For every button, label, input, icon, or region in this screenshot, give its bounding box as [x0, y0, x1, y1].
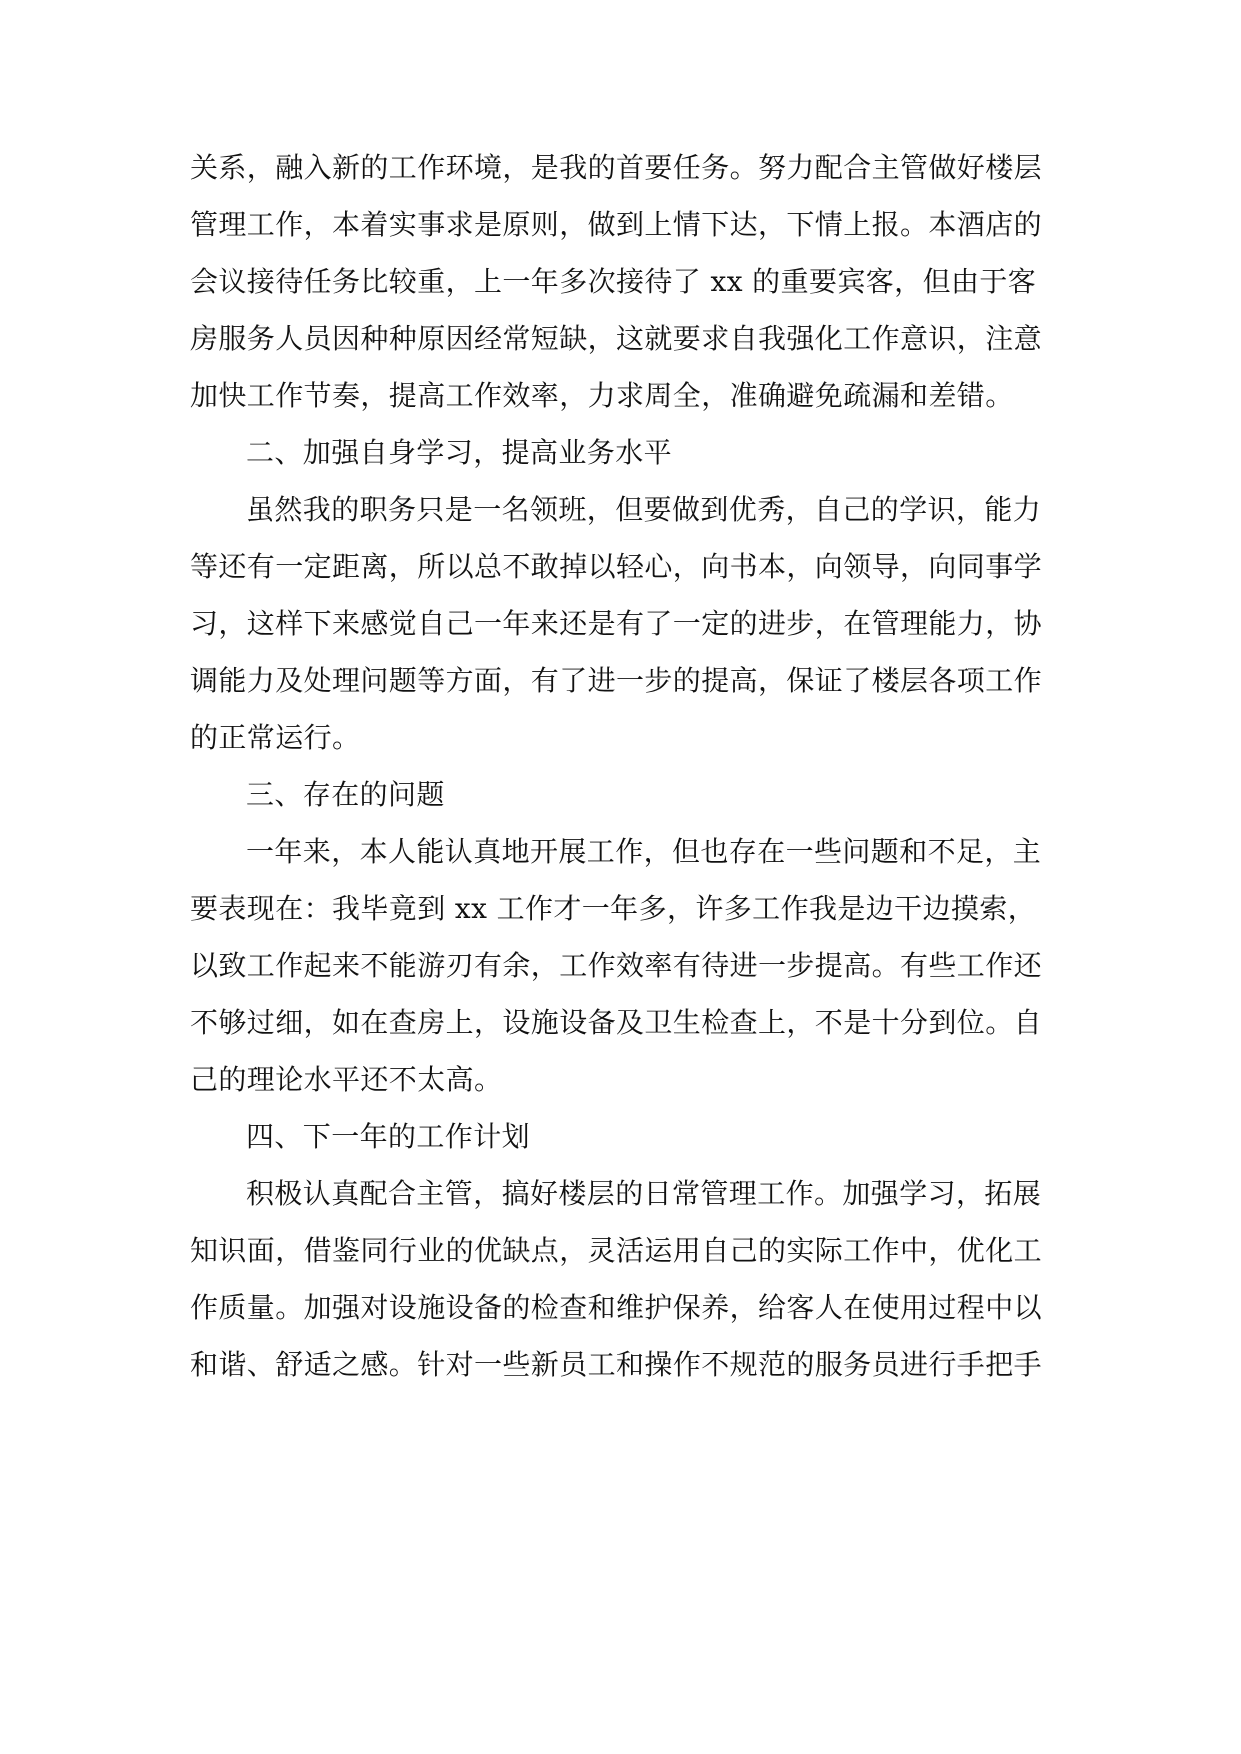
- paragraph-line: 作质量。加强对设施设备的检查和维护保养，给客人在使用过程中以: [190, 1291, 1043, 1324]
- paragraph-line: 等还有一定距离，所以总不敢掉以轻心，向书本，向领导，向同事学: [190, 550, 1043, 583]
- section-heading: 二、加强自身学习，提高业务水平: [246, 436, 673, 469]
- paragraph-line: 关系，融入新的工作环境，是我的首要任务。努力配合主管做好楼层: [190, 151, 1043, 184]
- paragraph-line: 的正常运行。: [190, 721, 361, 754]
- paragraph-line: 房服务人员因种种原因经常短缺，这就要求自我强化工作意识，注意: [190, 322, 1043, 355]
- paragraph-line: 加快工作节奏，提高工作效率，力求周全，准确避免疏漏和差错。: [190, 379, 1014, 412]
- section-heading: 四、下一年的工作计划: [246, 1120, 531, 1153]
- paragraph-line: 己的理论水平还不太高。: [190, 1063, 503, 1096]
- paragraph-line: 知识面，借鉴同行业的优缺点，灵活运用自己的实际工作中，优化工: [190, 1234, 1043, 1267]
- paragraph-line: 会议接待任务比较重，上一年多次接待了 xx 的重要宾客，但由于客: [190, 265, 1037, 298]
- paragraph-line: 不够过细，如在查房上，设施设备及卫生检查上，不是十分到位。自: [190, 1006, 1043, 1039]
- paragraph-line: 虽然我的职务只是一名领班，但要做到优秀，自己的学识，能力: [246, 493, 1042, 526]
- paragraph-line: 和谐、舒适之感。针对一些新员工和操作不规范的服务员进行手把手: [190, 1348, 1043, 1381]
- paragraph-line: 管理工作，本着实事求是原则，做到上情下达，下情上报。本酒店的: [190, 208, 1043, 241]
- paragraph-line: 一年来，本人能认真地开展工作，但也存在一些问题和不足，主: [246, 835, 1042, 868]
- paragraph-line: 要表现在：我毕竟到 xx 工作才一年多，许多工作我是边干边摸索，: [190, 892, 1037, 925]
- section-heading: 三、存在的问题: [246, 778, 445, 811]
- paragraph-line: 习，这样下来感觉自己一年来还是有了一定的进步，在管理能力，协: [190, 607, 1043, 640]
- paragraph-line: 以致工作起来不能游刃有余，工作效率有待进一步提高。有些工作还: [190, 949, 1043, 982]
- paragraph-line: 积极认真配合主管，搞好楼层的日常管理工作。加强学习，拓展: [246, 1177, 1042, 1210]
- paragraph-line: 调能力及处理问题等方面，有了进一步的提高，保证了楼层各项工作: [190, 664, 1043, 697]
